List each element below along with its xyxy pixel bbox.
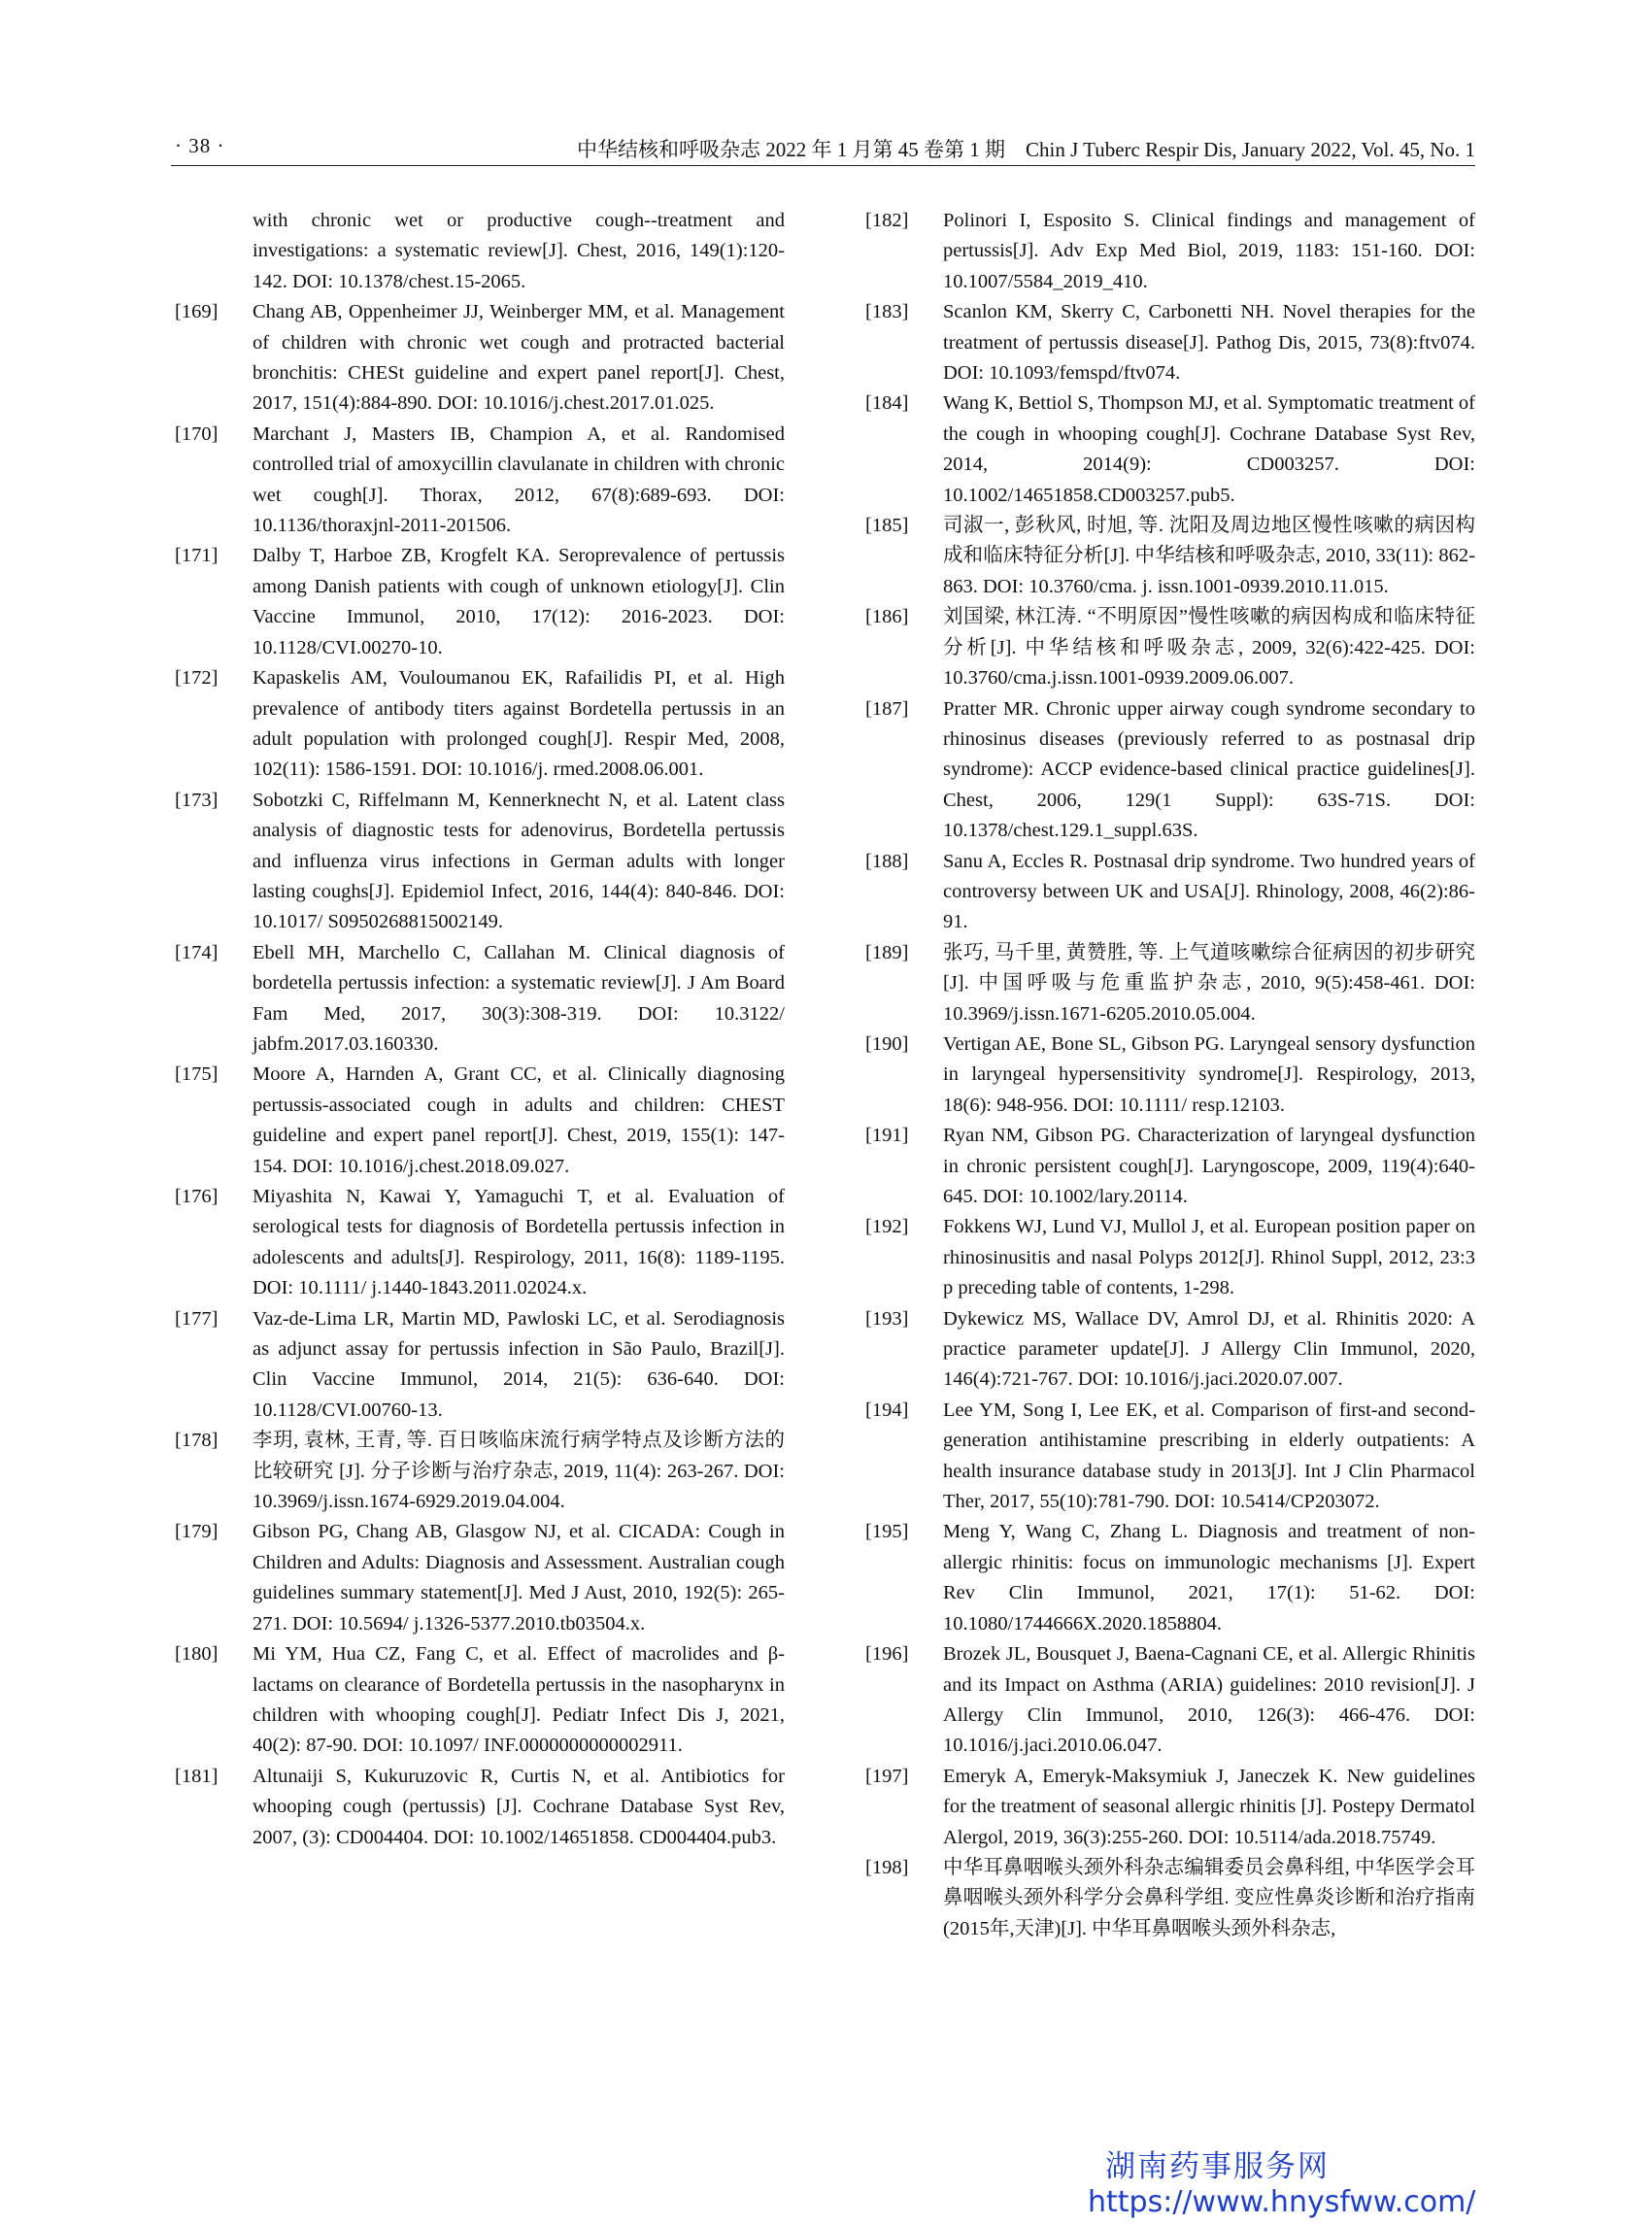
running-header	[171, 134, 1475, 166]
reference-number: [197]	[865, 1765, 909, 1787]
reference-text: Mi YM, Hua CZ, Fang C, et al. Effect of macrolides and β-lactams on clearance of Bordetella pertussis in the nasopharynx in children with whooping cough[J]. Pediatr Infect Dis J, 2021, 40(2): 87-90. DOI: 10.1097/ INF.0000000000002911.	[253, 1643, 785, 1757]
reference-entry	[171, 1762, 785, 1853]
reference-text: Sanu A, Eccles R. Postnasal drip syndrome. Two hundred years of controversy between UK and USA[J]. Rhinology, 2008, 46(2):86-91.	[943, 850, 1475, 933]
reference-text: Miyashita N, Kawai Y, Yamaguchi T, et al. Evaluation of serological tests for diagnosis of Bordetella pertussis infection in adolescents and adults[J]. Respirology, 2011, 16(8): 1189-1195. DOI: 10.1111/ j.1440-1843.2011.02024.x.	[253, 1186, 785, 1299]
reference-text: Lee YM, Song I, Lee EK, et al. Comparison of first-and second-generation antihistamine prescribing in elderly outpatients: A health insurance database study in 2013[J]. Int J Clin Pharmacol Ther, 2017, 55(10):781-790. DOI: 10.5414/CP203072.	[943, 1399, 1475, 1513]
reference-number: [177]	[175, 1307, 219, 1330]
reference-entry	[171, 420, 785, 542]
reference-entry	[861, 847, 1475, 938]
reference-text: Moore A, Harnden A, Grant CC, et al. Clinically diagnosing pertussis-associated cough in adults and children: CHEST guideline and expert panel report[J]. Chest, 2019, 155(1): 147-154. DOI: 10.1016/j.chest.2018.09.027.	[253, 1063, 785, 1177]
reference-number: [192]	[865, 1216, 909, 1238]
page-number: · 38 ·	[175, 134, 225, 157]
reference-text: Kapaskelis AM, Vouloumanou EK, Rafailidis PI, et al. High prevalence of antibody titers against Bordetella pertussis in an adult population with prolonged cough[J]. Respir Med, 2008, 102(11): 1586-1591. DOI: 10.1016/j. rmed.2008.06.001.	[253, 667, 785, 781]
reference-entry	[861, 1517, 1475, 1639]
reference-number: [191]	[865, 1125, 909, 1147]
reference-entry	[171, 206, 785, 297]
reference-text: 中华耳鼻咽喉头颈外科杂志编辑委员会鼻科组, 中华医学会耳鼻咽喉头颈外科学分会鼻科学组. 变应性鼻炎诊断和治疗指南(2015年,天津)[J]. 中华耳鼻咽喉头颈外科杂志,	[943, 1856, 1475, 1939]
reference-number: [187]	[865, 697, 909, 720]
reference-text: Meng Y, Wang C, Zhang L. Diagnosis and treatment of non-allergic rhinitis: focus on immunologic mechanisms [J]. Expert Rev Clin Immunol, 2021, 17(1): 51-62. DOI: 10.1080/1744666X.2020.1858804.	[943, 1521, 1475, 1635]
reference-number: [178]	[175, 1430, 219, 1452]
reference-entry	[171, 1060, 785, 1182]
reference-text: Dykewicz MS, Wallace DV, Amrol DJ, et al. Rhinitis 2020: A practice parameter update[J]. J Allergy Clin Immunol, 2020, 146(4):721-767. DOI: 10.1016/j.jaci.2020.07.007.	[943, 1307, 1475, 1391]
reference-number: [189]	[865, 941, 909, 963]
reference-entry	[861, 1639, 1475, 1762]
reference-text: Pratter MR. Chronic upper airway cough syndrome secondary to rhinosinus diseases (previously referred to as postnasal drip syndrome): ACCP evidence-based clinical practice guidelines[J]. Chest, 2006, 129(1 Suppl): 63S-71S. DOI: 10.1378/chest.129.1_suppl.63S.	[943, 697, 1475, 842]
reference-number: [173]	[175, 789, 219, 811]
reference-entry	[171, 541, 785, 663]
reference-text: Ebell MH, Marchello C, Callahan M. Clinical diagnosis of bordetella pertussis infection: a systematic review[J]. J Am Board Fam Med, 2017, 30(3):308-319. DOI: 10.3122/ jabfm.2017.03.160330.	[253, 941, 785, 1055]
reference-text: with chronic wet or productive cough--treatment and investigations: a systematic review[J]. Chest, 2016, 149(1):120-142. DOI: 10.1378/chest.15-2065.	[253, 210, 785, 292]
reference-text: Gibson PG, Chang AB, Glasgow NJ, et al. CICADA: Cough in Children and Adults: Diagnosis and Assessment. Australian cough guidelines summary statement[J]. Med J Aust, 2010, 192(5): 265-271. DOI: 10.5694/ j.1326-5377.2010.tb03504.x.	[253, 1521, 785, 1635]
reference-text: 张巧, 马千里, 黄赞胜, 等. 上气道咳嗽综合征病因的初步研究[J]. 中国呼吸与危重监护杂志, 2010, 9(5):458-461. DOI: 10.3969/j.issn.1671-6205.2010.05.004.	[943, 941, 1475, 1025]
reference-number: [198]	[865, 1856, 909, 1878]
reference-number: [180]	[175, 1643, 219, 1666]
reference-number: [182]	[865, 210, 909, 231]
reference-number: [183]	[865, 301, 909, 323]
reference-entry	[861, 1304, 1475, 1396]
reference-entry	[171, 663, 785, 786]
reference-number: [174]	[175, 941, 219, 963]
reference-number: [196]	[865, 1643, 909, 1666]
reference-number: [186]	[865, 606, 909, 628]
reference-number: [185]	[865, 515, 909, 537]
reference-entry	[861, 1762, 1475, 1853]
reference-number: [179]	[175, 1521, 219, 1543]
reference-entry	[861, 388, 1475, 511]
reference-number: [169]	[175, 301, 219, 323]
reference-entry	[171, 786, 785, 938]
reference-entry	[861, 1853, 1475, 1944]
reference-entry	[861, 1396, 1475, 1518]
reference-text: Vaz-de-Lima LR, Martin MD, Pawloski LC, et al. Serodiagnosis as adjunct assay for pertussis infection in São Paulo, Brazil[J]. Clin Vaccine Immunol, 2014, 21(5): 636-640. DOI: 10.1128/CVI.00760-13.	[253, 1307, 785, 1421]
reference-entry	[171, 1639, 785, 1762]
reference-entry	[171, 1426, 785, 1517]
reference-text: Scanlon KM, Skerry C, Carbonetti NH. Novel therapies for the treatment of pertussis disease[J]. Pathog Dis, 2015, 73(8):ftv074. DOI: 10.1093/femspd/ftv074.	[943, 301, 1475, 385]
reference-number: [172]	[175, 667, 219, 690]
reference-entry	[171, 1182, 785, 1304]
watermark-url: https://www.hnysfww.com/	[1088, 2185, 1476, 2219]
reference-entry	[861, 511, 1475, 602]
reference-entry	[861, 602, 1475, 693]
reference-entry	[861, 206, 1475, 297]
reference-entry	[171, 297, 785, 420]
reference-text: Chang AB, Oppenheimer JJ, Weinberger MM, et al. Management of children with chronic wet cough and protracted bacterial bronchitis: CHESt guideline and expert panel report[J]. Chest, 2017, 151(4):884-890. DOI: 10.1016/j.chest.2017.01.025.	[253, 301, 785, 415]
reference-entry	[861, 297, 1475, 388]
reference-entry	[861, 694, 1475, 847]
reference-number: [181]	[175, 1765, 219, 1787]
journal-citation: 中华结核和呼吸杂志 2022 年 1 月第 45 卷第 1 期 Chin J Tuberc Respir Dis, January 2022, Vol. 45, No. 1	[577, 138, 1475, 161]
reference-number: [176]	[175, 1186, 219, 1207]
reference-text: Altunaiji S, Kukuruzovic R, Curtis N, et al. Antibiotics for whooping cough (pertussis) [J]. Cochrane Database Syst Rev, 2007, (3): CD004404. DOI: 10.1002/14651858. CD004404.pub3.	[253, 1765, 785, 1848]
watermark-site-name: 湖南药事服务网	[1105, 2149, 1330, 2184]
reference-number: [184]	[865, 392, 909, 415]
reference-text: Emeryk A, Emeryk-Maksymiuk J, Janeczek K. New guidelines for the treatment of seasonal allergic rhinitis [J]. Postepy Dermatol Alergol, 2019, 36(3):255-260. DOI: 10.5114/ada.2018.75749.	[943, 1765, 1475, 1848]
reference-text: Wang K, Bettiol S, Thompson MJ, et al. Symptomatic treatment of the cough in whooping cough[J]. Cochrane Database Syst Rev, 2014, 2014(9): CD003257. DOI: 10.1002/14651858.CD003257.pub5.	[943, 392, 1475, 506]
reference-entry	[861, 1212, 1475, 1303]
reference-text: 刘国梁, 林江涛. “不明原因”慢性咳嗽的病因构成和临床特征分析[J]. 中华结核和呼吸杂志, 2009, 32(6):422-425. DOI: 10.3760/cma.j.issn.1001-0939.2009.06.007.	[943, 606, 1475, 690]
reference-entry	[171, 1304, 785, 1427]
reference-text: Polinori I, Esposito S. Clinical findings and management of pertussis[J]. Adv Exp Med Biol, 2019, 1183: 151-160. DOI: 10.1007/5584_2019_410.	[943, 210, 1475, 292]
reference-number: [193]	[865, 1307, 909, 1330]
reference-number: [188]	[865, 850, 909, 872]
reference-text: Vertigan AE, Bone SL, Gibson PG. Laryngeal sensory dysfunction in laryngeal hypersensitivity syndrome[J]. Respirology, 2013, 18(6): 948-956. DOI: 10.1111/ resp.12103.	[943, 1032, 1475, 1116]
reference-number: [170]	[175, 422, 219, 445]
references-left-column	[171, 206, 785, 1853]
reference-text: Fokkens WJ, Lund VJ, Mullol J, et al. European position paper on rhinosinusitis and nasal Polyps 2012[J]. Rhinol Suppl, 2012, 23:3 p preceding table of contents, 1-298.	[943, 1216, 1475, 1299]
reference-entry	[171, 1517, 785, 1639]
references-right-column	[861, 206, 1475, 1944]
reference-entry	[861, 1121, 1475, 1212]
reference-text: 司淑一, 彭秋风, 时旭, 等. 沈阳及周边地区慢性咳嗽的病因构成和临床特征分析[J]. 中华结核和呼吸杂志, 2010, 33(11): 862-863. DOI: 10.3760/cma. j. issn.1001-0939.2010.11.015.	[943, 515, 1475, 597]
reference-text: 李玥, 袁林, 王青, 等. 百日咳临床流行病学特点及诊断方法的比较研究 [J]. 分子诊断与治疗杂志, 2019, 11(4): 263-267. DOI: 10.3969/j.issn.1674-6929.2019.04.004.	[253, 1430, 785, 1513]
reference-number: [171]	[175, 545, 219, 567]
reference-text: Brozek JL, Bousquet J, Baena-Cagnani CE, et al. Allergic Rhinitis and its Impact on Asthma (ARIA) guidelines: 2010 revision[J]. J Allergy Clin Immunol, 2010, 126(3): 466-476. DOI: 10.1016/j.jaci.2010.06.047.	[943, 1643, 1475, 1757]
reference-number: [190]	[865, 1032, 909, 1055]
reference-entry	[861, 938, 1475, 1029]
reference-number: [175]	[175, 1063, 219, 1086]
reference-text: Dalby T, Harboe ZB, Krogfelt KA. Seroprevalence of pertussis among Danish patients with cough of unknown etiology[J]. Clin Vaccine Immunol, 2010, 17(12): 2016-2023. DOI: 10.1128/CVI.00270-10.	[253, 545, 785, 658]
reference-text: Sobotzki C, Riffelmann M, Kennerknecht N, et al. Latent class analysis of diagnostic tests for adenovirus, Bordetella pertussis and influenza virus infections in German adults with longer lasting coughs[J]. Epidemiol Infect, 2016, 144(4): 840-846. DOI: 10.1017/ S0950268815002149.	[253, 789, 785, 933]
reference-text: Marchant J, Masters IB, Champion A, et al. Randomised controlled trial of amoxycillin clavulanate in children with chronic wet cough[J]. Thorax, 2012, 67(8):689-693. DOI: 10.1136/thoraxjnl-2011-201506.	[253, 422, 785, 537]
reference-entry	[171, 938, 785, 1061]
reference-number: [194]	[865, 1399, 909, 1421]
reference-entry	[861, 1029, 1475, 1121]
reference-number: [195]	[865, 1521, 909, 1543]
watermark	[1088, 2141, 1496, 2219]
reference-text: Ryan NM, Gibson PG. Characterization of laryngeal dysfunction in chronic persistent cough[J]. Laryngoscope, 2009, 119(4):640-645. DOI: 10.1002/lary.20114.	[943, 1125, 1475, 1207]
